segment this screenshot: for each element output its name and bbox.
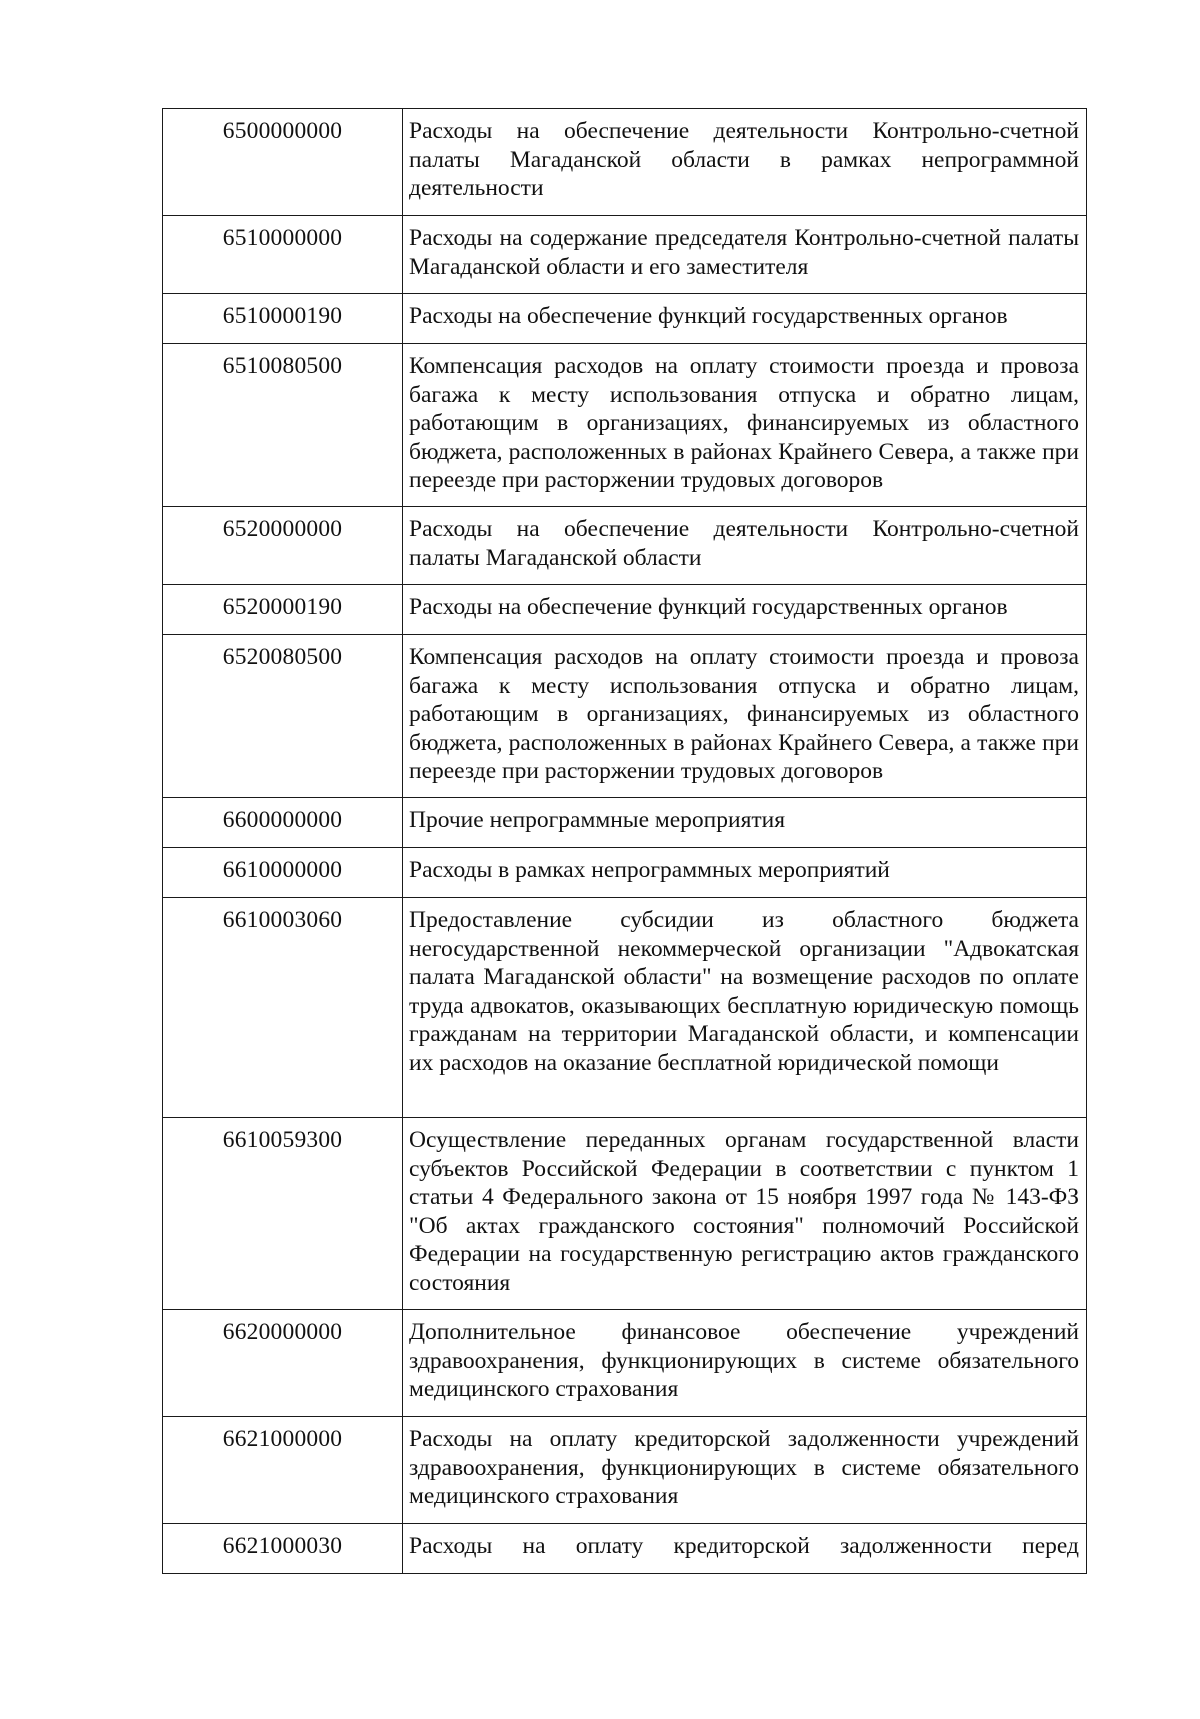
budget-classification-table (162, 108, 1087, 1574)
budget-code: 6510000190 (163, 294, 403, 344)
expense-description: Дополнительное финансовое обеспечение учреждений здравоохранения, функционирующих в системе обязательного медицинского страхования (403, 1310, 1087, 1417)
expense-description: Расходы на обеспечение функций государственных органов (403, 585, 1087, 635)
table-row (163, 507, 1087, 585)
budget-code: 6621000030 (163, 1524, 403, 1574)
budget-code: 6520080500 (163, 635, 403, 798)
expense-description: Расходы на обеспечение деятельности Контрольно-счетной палаты Магаданской области (403, 507, 1087, 585)
table-row (163, 1524, 1087, 1574)
table-row (163, 109, 1087, 216)
table-row (163, 1417, 1087, 1524)
expense-description: Расходы на обеспечение деятельности Контрольно-счетной палаты Магаданской области в рамках непрограммной деятельности (403, 109, 1087, 216)
expense-description: Расходы в рамках непрограммных мероприятий (403, 848, 1087, 898)
table-row (163, 1310, 1087, 1417)
expense-description: Прочие непрограммные мероприятия (403, 798, 1087, 848)
expense-description: Компенсация расходов на оплату стоимости проезда и провоза багажа к месту использования отпуска и обратно лицам, работающим в организациях, финансируемых из областного бюджета, расположенных в районах Крайнего Севера, а также при переезде при расторжении трудовых договоров (403, 344, 1087, 507)
budget-code: 6520000190 (163, 585, 403, 635)
expense-description: Расходы на обеспечение функций государственных органов (403, 294, 1087, 344)
expense-description: Предоставление субсидии из областного бюджета негосударственной некоммерческой организации "Адвокатская палата Магаданской области" на возмещение расходов по оплате труда адвокатов, оказывающих бесплатную юридическую помощь гражданам на территории Магаданской области, и компенсации их расходов на оказание бесплатной юридической помощи (403, 898, 1087, 1118)
budget-code: 6620000000 (163, 1310, 403, 1417)
budget-code: 6610003060 (163, 898, 403, 1118)
table-row (163, 898, 1087, 1118)
budget-code: 6621000000 (163, 1417, 403, 1524)
budget-code: 6500000000 (163, 109, 403, 216)
table-row (163, 1118, 1087, 1310)
table-row (163, 635, 1087, 798)
expense-description: Компенсация расходов на оплату стоимости проезда и провоза багажа к месту использования отпуска и обратно лицам, работающим в организациях, финансируемых из областного бюджета, расположенных в районах Крайнего Севера, а также при переезде при расторжении трудовых договоров (403, 635, 1087, 798)
budget-code: 6610000000 (163, 848, 403, 898)
budget-code: 6510000000 (163, 216, 403, 294)
table-row (163, 216, 1087, 294)
table-row (163, 344, 1087, 507)
expense-description: Осуществление переданных органам государственной власти субъектов Российской Федерации в соответствии с пунктом 1 статьи 4 Федерального закона от 15 ноября 1997 года № 143-ФЗ "Об актах гражданского состояния" полномочий Российской Федерации на государственную регистрацию актов гражданского состояния (403, 1118, 1087, 1310)
expense-description: Расходы на содержание председателя Контрольно-счетной палаты Магаданской области и его заместителя (403, 216, 1087, 294)
table-row (163, 294, 1087, 344)
budget-code: 6520000000 (163, 507, 403, 585)
expense-description: Расходы на оплату кредиторской задолженности учреждений здравоохранения, функционирующих в системе обязательного медицинского страхования (403, 1417, 1087, 1524)
budget-code: 6510080500 (163, 344, 403, 507)
budget-code: 6610059300 (163, 1118, 403, 1310)
table-row (163, 848, 1087, 898)
table-row (163, 798, 1087, 848)
expense-description: Расходы на оплату кредиторской задолженности перед (403, 1524, 1087, 1574)
table-row (163, 585, 1087, 635)
budget-code: 6600000000 (163, 798, 403, 848)
